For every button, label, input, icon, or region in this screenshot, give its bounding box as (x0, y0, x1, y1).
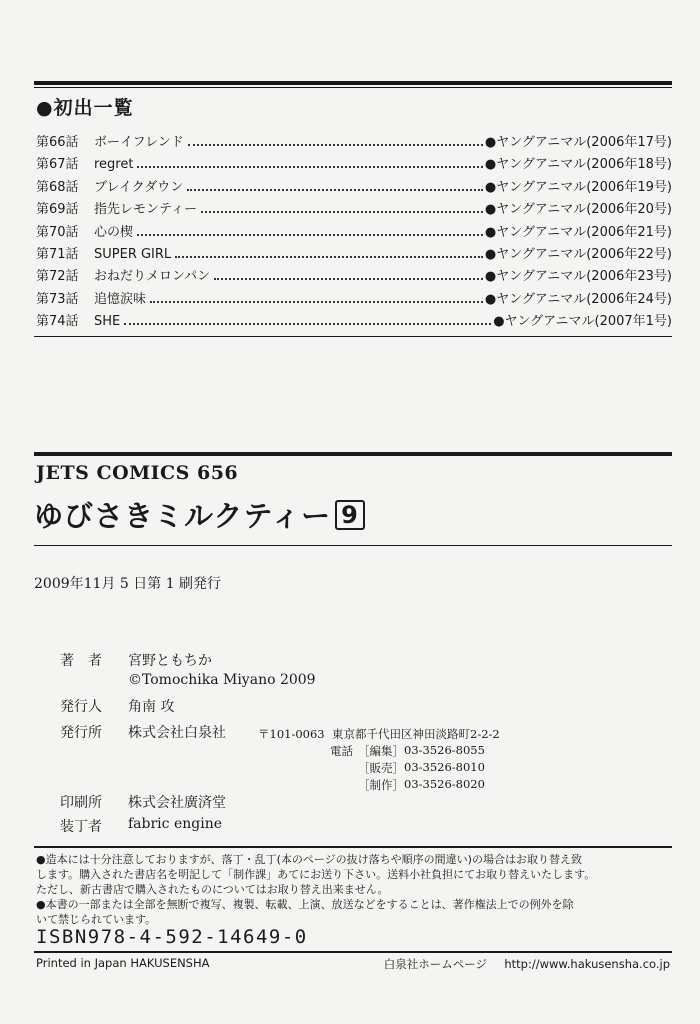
toc-leader-dots (124, 323, 491, 325)
toc-episode: 第69話 (36, 202, 79, 218)
toc-leader-dots (175, 256, 483, 258)
phone-number: 03-3526-8020 (404, 777, 485, 791)
publisher-address: 東京都千代田区神田淡路町2-2-2 (332, 727, 500, 741)
publisher-label: 発行所 (60, 725, 102, 741)
toc-episode: 第68話 (36, 179, 79, 195)
toc-episode: 第67話 (36, 157, 79, 173)
toc-row (36, 153, 672, 175)
toc-episode: 第66話 (36, 135, 79, 150)
homepage-label: 白泉社ホームページ (383, 957, 488, 971)
toc-row (36, 176, 672, 198)
note-line: ●造本には十分注意しておりますが、落丁・乱丁(本のページの抜け落ちや順序の間違い)の場合はお取り替え致 (36, 853, 582, 866)
toc-leader-dots (188, 144, 483, 146)
toc-episode: 第71話 (36, 246, 79, 262)
toc-episode: 第73話 (36, 291, 79, 307)
toc-row (36, 310, 672, 332)
notes-block (36, 852, 672, 927)
author-name: 宮野ともちか (128, 653, 212, 669)
toc-leader-dots (150, 301, 483, 303)
publisher-name: 株式会社白泉社 (128, 725, 226, 741)
toc-source: ●ヤングアニマル(2006年22号) (484, 246, 672, 262)
toc-source: ●ヤングアニマル(2006年20号) (484, 202, 672, 218)
designer-name: fabric engine (128, 816, 222, 832)
toc-episode: 第72話 (36, 269, 79, 285)
toc-leader-dots (137, 166, 482, 168)
phone-number: 03-3526-8055 (404, 743, 485, 757)
toc-row (36, 288, 672, 310)
printed-in-japan: Printed in Japan HAKUSENSHA (36, 956, 210, 970)
toc-leader-dots (201, 211, 483, 213)
toc-source: ●ヤングアニマル(2007年1号) (493, 314, 672, 330)
toc-row (36, 198, 672, 220)
phone-dept: ［制作］ (358, 778, 404, 792)
toc-title: SHE (94, 314, 121, 330)
note-line: ただし、新古書店で購入されたものについてはお取り替え出来ません。 (36, 883, 389, 896)
title-rule (34, 545, 672, 546)
toc-title: SUPER GIRL (94, 246, 172, 262)
phone-number: 03-3526-8010 (404, 760, 485, 774)
homepage-block (384, 956, 670, 972)
toc-row (36, 243, 672, 265)
colophon-rule-thick (34, 452, 672, 456)
top-rule-thick (34, 81, 672, 85)
toc-title: regret (94, 157, 134, 173)
volume-number: 9 (335, 500, 365, 530)
toc-title: 指先レモンティー (94, 202, 197, 218)
copyright-line: ©Tomochika Miyano 2009 (128, 672, 316, 688)
note-line: いて禁じられています。 (36, 913, 157, 926)
toc-episode: 第70話 (36, 224, 79, 240)
toc-source: ●ヤングアニマル(2006年19号) (484, 179, 672, 195)
toc-bottom-rule (34, 336, 672, 337)
first-appearance-list (36, 131, 672, 333)
toc-title: ブレイクダウン (94, 179, 184, 195)
postal-code: 〒101-0063 (258, 727, 325, 741)
top-rule-thin (34, 87, 672, 88)
toc-source: ●ヤングアニマル(2006年23号) (484, 269, 672, 285)
toc-source: ●ヤングアニマル(2006年17号) (484, 135, 672, 150)
toc-episode: 第74話 (36, 314, 79, 330)
phone-dept: ［編集］ (358, 744, 404, 758)
book-title-text: ゆびさきミルクティー (34, 499, 332, 533)
printer-label: 印刷所 (60, 795, 102, 811)
toc-title: ボーイフレンド (94, 135, 184, 150)
note-line: します。購入された書店名を明記して「制作課」あてにお送り下さい。送料小社負担にてお取り替えいたします。 (36, 868, 596, 881)
note-line: ●本書の一部または全部を無断で複写、複製、転載、上演、放送などをすることは、著作権法上での例外を除 (36, 898, 574, 911)
toc-source: ●ヤングアニマル(2006年21号) (484, 224, 672, 240)
toc-source: ●ヤングアニマル(2006年18号) (484, 157, 672, 173)
toc-row (36, 265, 672, 287)
publication-date: 2009年11月 5 日第 1 刷発行 (34, 576, 222, 592)
first-appearance-heading: ●初出一覧 (36, 97, 134, 119)
toc-title: おねだりメロンパン (94, 269, 211, 285)
series-label: JETS COMICS 656 (36, 462, 239, 484)
publisher-person: 角南 攻 (128, 699, 175, 715)
book-title (34, 494, 365, 535)
toc-source: ●ヤングアニマル(2006年24号) (484, 291, 672, 307)
toc-title: 追憶涙味 (94, 291, 147, 307)
toc-leader-dots (187, 189, 483, 191)
isbn: ISBN978-4-592-14649-0 (36, 926, 308, 948)
designer-label: 装丁者 (60, 819, 102, 835)
author-label: 著 者 (60, 653, 102, 669)
phone-dept: ［販売］ (358, 761, 404, 775)
toc-title: 心の楔 (94, 224, 134, 240)
publisher-person-label: 発行人 (60, 699, 102, 715)
homepage-url[interactable]: http://www.hakusensha.co.jp (504, 957, 670, 971)
phone-label: 電話 (330, 744, 353, 758)
footer-rule (34, 951, 672, 953)
toc-row (36, 131, 672, 153)
notes-top-rule (34, 846, 672, 848)
toc-leader-dots (137, 234, 483, 236)
printer-name: 株式会社廣済堂 (128, 795, 226, 811)
toc-row (36, 221, 672, 243)
toc-leader-dots (214, 278, 483, 280)
